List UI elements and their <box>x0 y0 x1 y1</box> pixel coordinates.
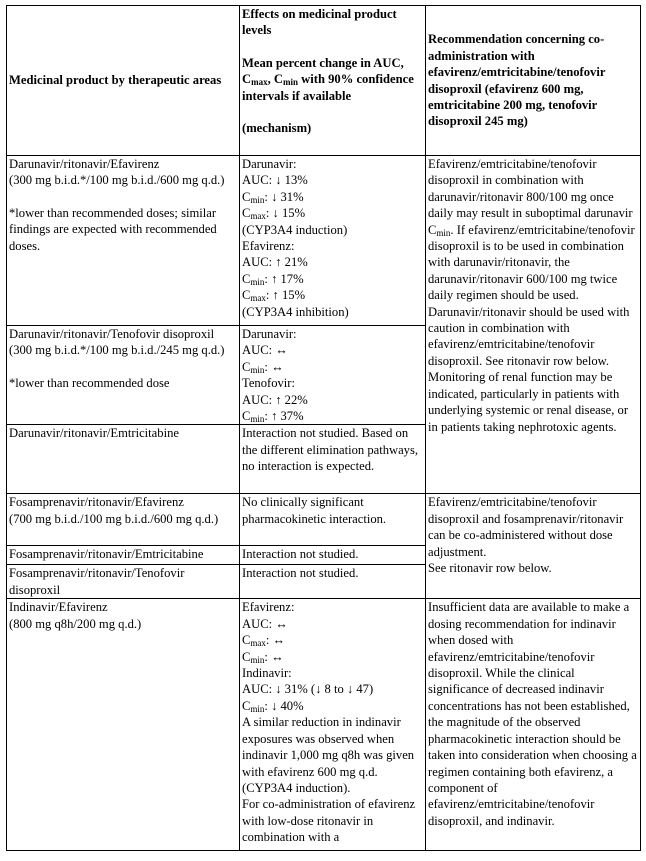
header-effects-mechanism: (mechanism) <box>242 121 312 136</box>
row-recommendation-cell: Efavirenz/emtricitabine/tenofovir disoproxil and fosamprenavir/ritonavir can be co-administered without dose adjustment. See ritonavir row below. <box>426 494 641 599</box>
row-product-cell: Darunavir/ritonavir/Emtricitabine <box>7 425 240 494</box>
effect-line: AUC: ↓ 13% <box>242 173 308 188</box>
row-recommendation-cell: Insufficient data are available to make a dosing recommendation for indinavir when dosed with efavirenz/emtricitabine/tenofovir disoproxil. While the clinical significance of decreased indinavir concentrations has not been established, the magnitude of the observed pharmacokinetic interaction should be taken into consideration when choosing a regimen containing both efavirenz, a component of efavirenz/emtricitabine/tenofovir disoproxil, and indinavir. <box>426 599 641 851</box>
effect-line: $C_{max}$: ↓ 15% <box>242 206 306 222</box>
effect-line: Efavirenz: <box>242 600 295 615</box>
effect-line: $C_{min}$: ↔ <box>242 359 284 375</box>
effect-line: $C_{min}$: ↓ 40% <box>242 698 304 714</box>
row-effects-cell <box>240 326 426 425</box>
row-effects-cell <box>240 156 426 326</box>
effect-line: $C_{min}$: ↑ 17% <box>242 271 304 287</box>
effect-line: $C_{min}$: ↔ <box>242 649 284 665</box>
interaction-table <box>6 5 641 851</box>
header-effects-title: Effects on medicinal product levels <box>242 7 400 38</box>
header-effects-sub: Mean percent change in AUC, $C_{max}$, $C_{min}$ with 90% confidence intervals if available <box>242 55 417 103</box>
table-row <box>7 494 641 546</box>
effect-line: $C_{min}$: ↑ 37% <box>242 409 304 425</box>
row-effects-cell: Interaction not studied. <box>240 546 426 565</box>
effect-line: AUC: ↔ <box>242 343 288 358</box>
effect-line: AUC: ↓ 31% (↓ 8 to ↓ 47) <box>242 682 374 697</box>
row-product-cell: Fosamprenavir/ritonavir/Tenofovir disoproxil <box>7 565 240 599</box>
recommendation-text: Efavirenz/emtricitabine/tenofovir disoproxil in combination with darunavir/ritonavir 800/100 mg once daily may result in suboptimal darunavir $C_{min}$. If efavirenz/emtricitabine/tenofovir disoproxil is to be used in combination with darunavir/ritonavir, the darunavir/ritonavir 600/100 mg twice daily regimen should be used. Darunavir/ritonavir should be used with caution in combination with efavirenz/emtricitabine/tenofovir disoproxil. See ritonavir row below. Monitoring of renal function may be indicated, particularly in patients with underlying systemic or renal disease, or in patients taking nephrotoxic agents. <box>428 157 638 434</box>
effect-line: $C_{max}$: ↑ 15% <box>242 288 306 304</box>
row-effects-cell: Efavirenz: AUC: ↔ $C_{max}$: ↔ $C_{min}$: ↔ Indinavir: AUC: ↓ 31% (↓ 8 to ↓ 47) $C_{min}$: ↓ 40% A similar reduction in indinavir exposures was observed when indinavir 1,000 mg q8h was given with efavirenz 600 mg q.d. (CYP3A4 induction). For co-administration of efavirenz with low-dose ritonavir in combination with a <box>240 599 426 851</box>
effect-line: AUC: ↔ <box>242 616 288 631</box>
row-product-cell: Indinavir/Efavirenz (800 mg q8h/200 mg q.d.) <box>7 599 240 851</box>
effect-line: Tenofovir: <box>242 376 295 391</box>
effect-line: AUC: ↑ 22% <box>242 392 308 407</box>
row-product-cell: Darunavir/ritonavir/Tenofovir disoproxil (300 mg b.i.d.*/100 mg b.i.d./245 mg q.d.) *lower than recommended dose <box>7 326 240 425</box>
row-recommendation-cell <box>426 156 641 494</box>
row-product-cell: Fosamprenavir/ritonavir/Emtricitabine <box>7 546 240 565</box>
effect-line: Darunavir: <box>242 327 297 341</box>
row-effects-cell: Interaction not studied. Based on the different elimination pathways, no interaction is expected. <box>240 425 426 494</box>
row-product-cell: Fosamprenavir/ritonavir/Efavirenz (700 mg b.i.d./100 mg b.i.d./600 mg q.d.) <box>7 494 240 546</box>
effect-line: $C_{max}$: ↔ <box>242 633 286 649</box>
header-col-effects <box>240 6 426 156</box>
effect-line: (CYP3A4 induction) <box>242 222 348 237</box>
header-col-medicinal-product: Medicinal product by therapeutic areas <box>7 6 240 156</box>
table-row <box>7 599 641 851</box>
effect-line: AUC: ↑ 21% <box>242 255 308 270</box>
header-col-recommendation: Recommendation concerning co-administration with efavirenz/emtricitabine/tenofovir disoproxil (efavirenz 600 mg, emtricitabine 200 mg, tenofovir disoproxil 245 mg) <box>426 6 641 156</box>
effect-line: Efavirenz: <box>242 239 295 254</box>
effect-line: Darunavir: <box>242 157 297 171</box>
row-effects-cell: Interaction not studied. <box>240 565 426 599</box>
effect-line: Indinavir: <box>242 666 292 681</box>
table-row <box>7 156 641 326</box>
effect-line: $C_{min}$: ↓ 31% <box>242 189 304 205</box>
row-product-cell: Darunavir/ritonavir/Efavirenz (300 mg b.i.d.*/100 mg b.i.d./600 mg q.d.) *lower than recommended doses; similar findings are expected with recommended doses. <box>7 156 240 326</box>
header-row <box>7 6 641 156</box>
effect-line: (CYP3A4 inhibition) <box>242 304 349 319</box>
row-effects-cell: No clinically significant pharmacokinetic interaction. <box>240 494 426 546</box>
